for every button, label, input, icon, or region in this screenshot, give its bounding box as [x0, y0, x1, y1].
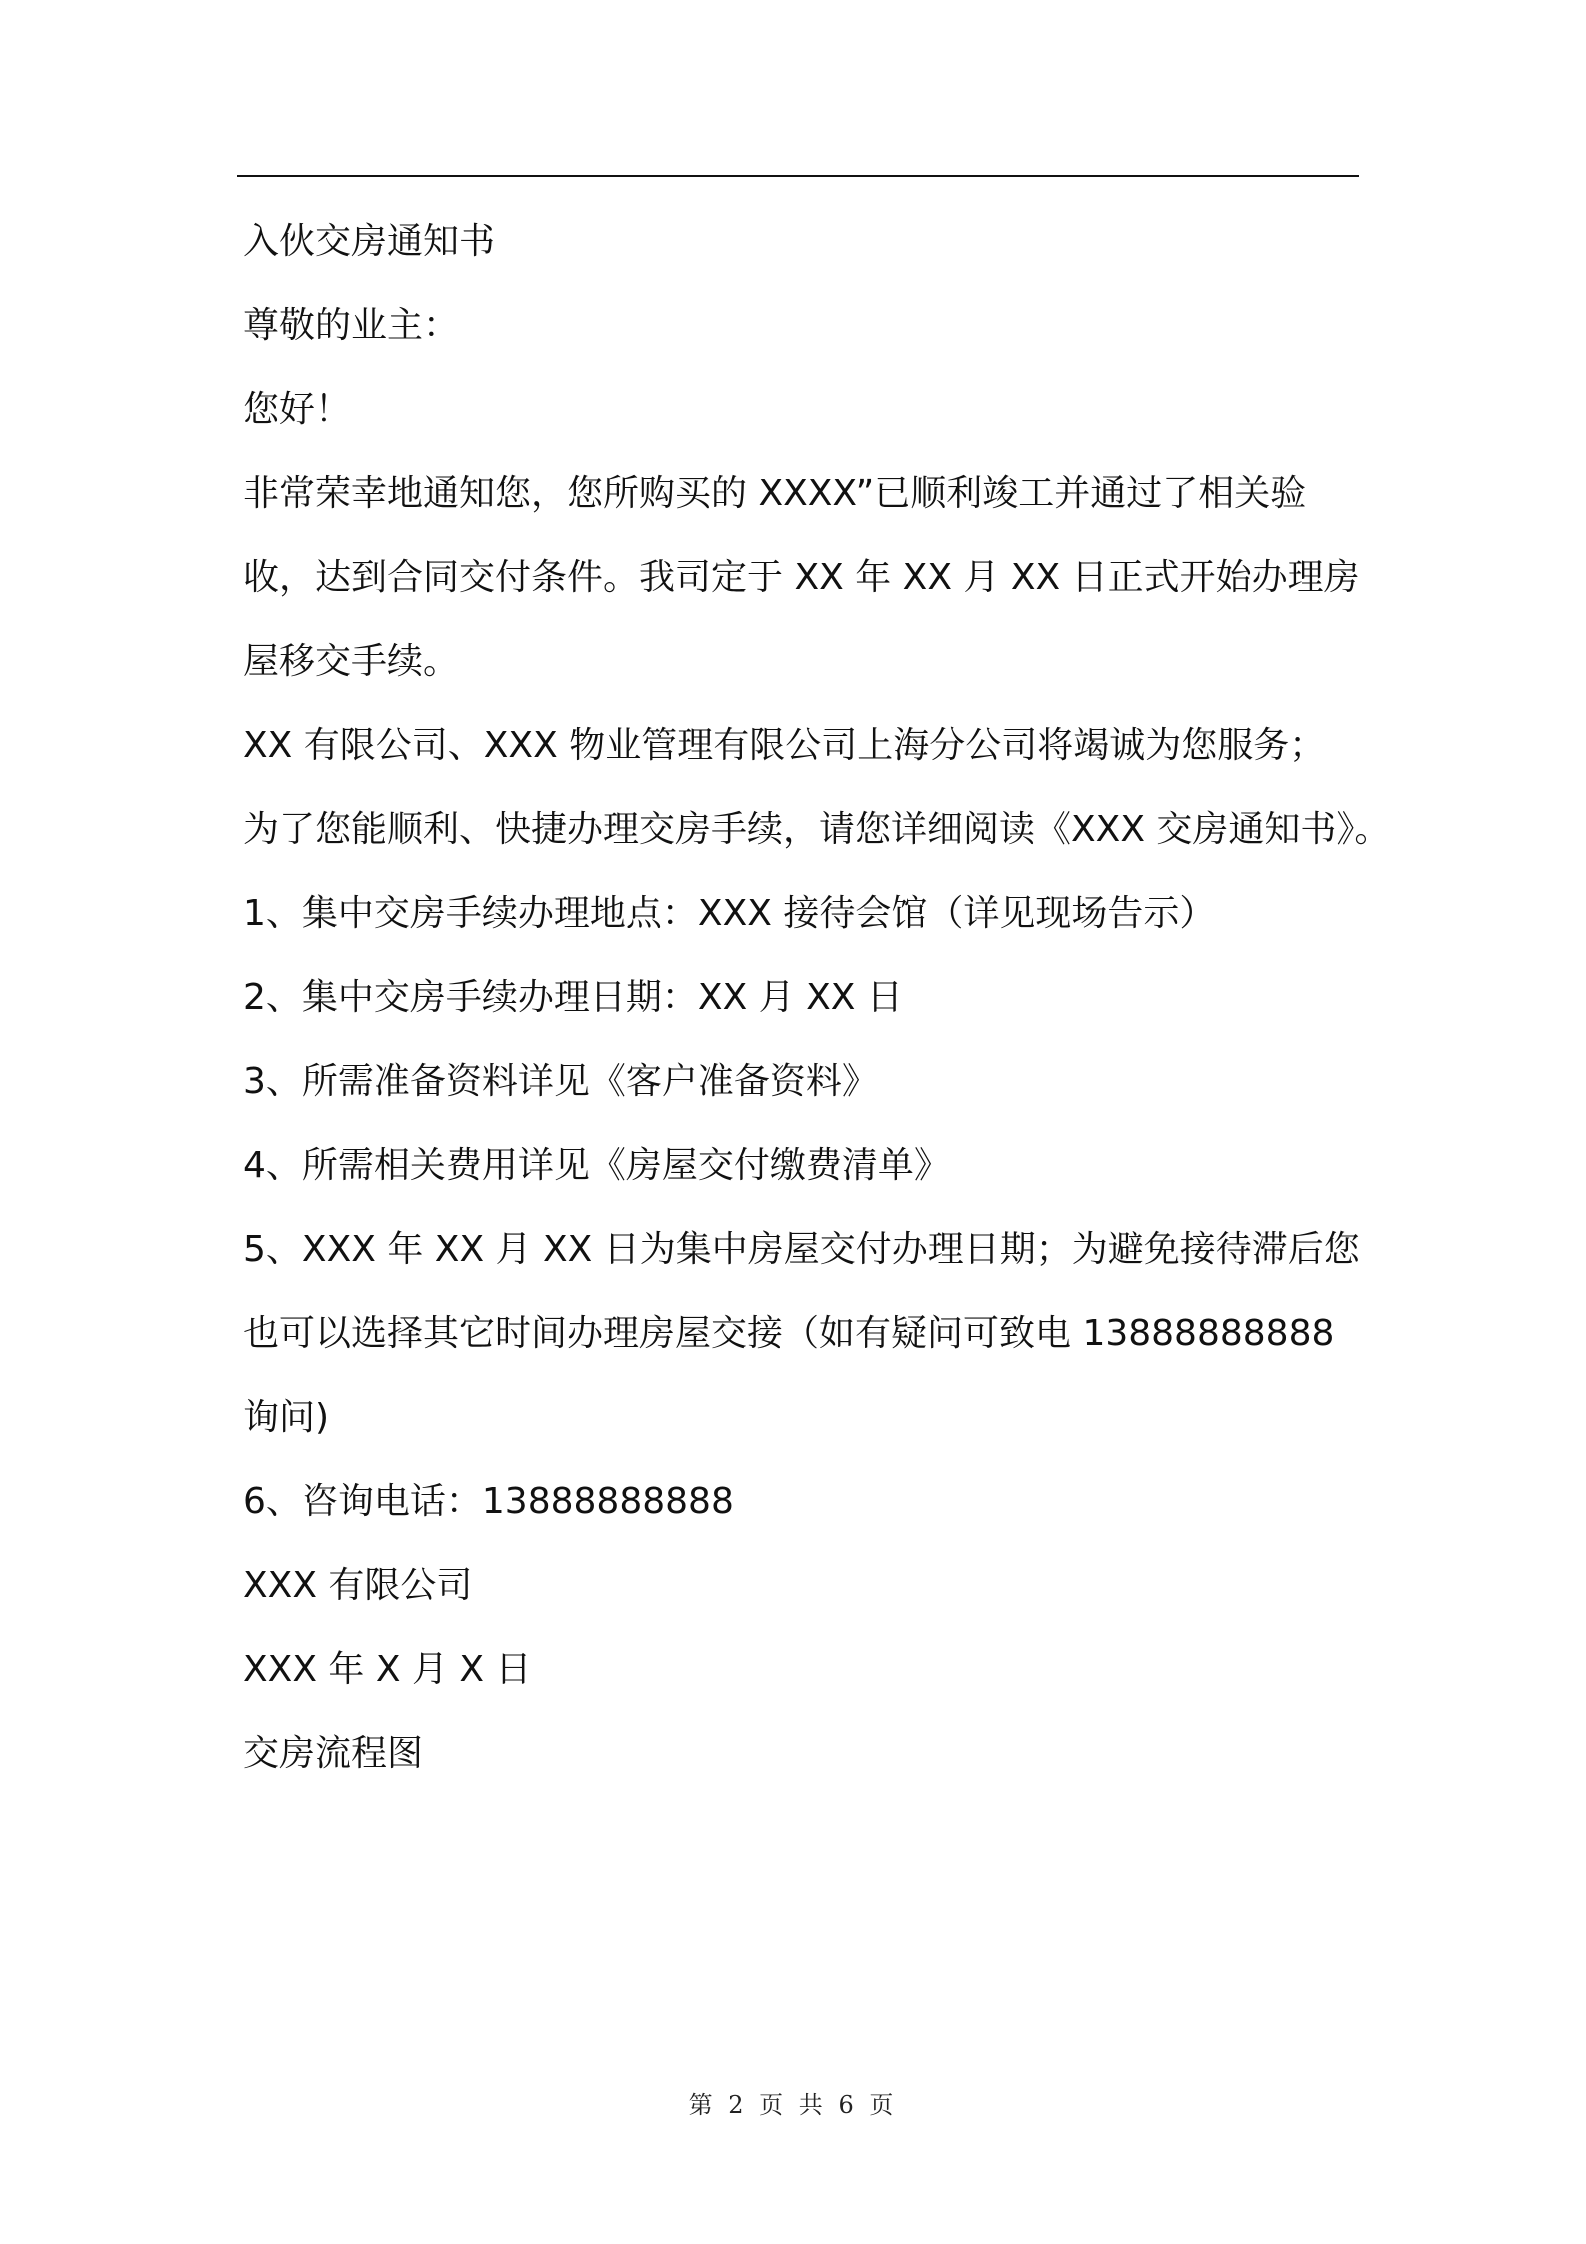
document-title: 入伙交房通知书	[243, 221, 496, 262]
page-footer: 第 2 页 共 6 页	[688, 2091, 898, 2119]
list-item: 也可以选择其它时间办理房屋交接（如有疑问可致电 13888888888	[243, 1313, 1335, 1354]
list-item: 6、咨询电话：13888888888	[243, 1481, 734, 1522]
list-item: 3、所需准备资料详见《客户准备资料》	[243, 1061, 878, 1102]
section-title: 交房流程图	[243, 1733, 424, 1774]
paragraph-line: 收，达到合同交付条件。我司定于 XX 年 XX 月 XX 日正式开始办理房	[243, 557, 1360, 598]
paragraph-line: 为了您能顺利、快捷办理交房手续，请您详细阅读《XXX 交房通知书》。	[243, 809, 1391, 850]
list-item: 2、集中交房手续办理日期：XX 月 XX 日	[243, 977, 903, 1018]
document-body	[243, 200, 1391, 1796]
list-item: 1、集中交房手续办理地点：XXX 接待会馆（详见现场告示）	[243, 893, 1216, 934]
greeting: 您好！	[243, 389, 352, 430]
header-rule	[237, 175, 1359, 177]
paragraph-line: 非常荣幸地通知您，您所购买的 XXXX”已顺利竣工并通过了相关验	[243, 473, 1307, 514]
signature-company: XXX 有限公司	[243, 1565, 473, 1606]
signature-date: XXX 年 X 月 X 日	[243, 1649, 532, 1690]
salutation: 尊敬的业主：	[243, 305, 460, 346]
paragraph-line: 屋移交手续。	[243, 641, 460, 682]
list-item: 询问)	[243, 1397, 330, 1438]
list-item: 5、XXX 年 XX 月 XX 日为集中房屋交付办理日期；为避免接待滞后您	[243, 1229, 1360, 1270]
list-item: 4、所需相关费用详见《房屋交付缴费清单》	[243, 1145, 950, 1186]
paragraph-line: XX 有限公司、XXX 物业管理有限公司上海分公司将竭诚为您服务；	[243, 725, 1326, 766]
